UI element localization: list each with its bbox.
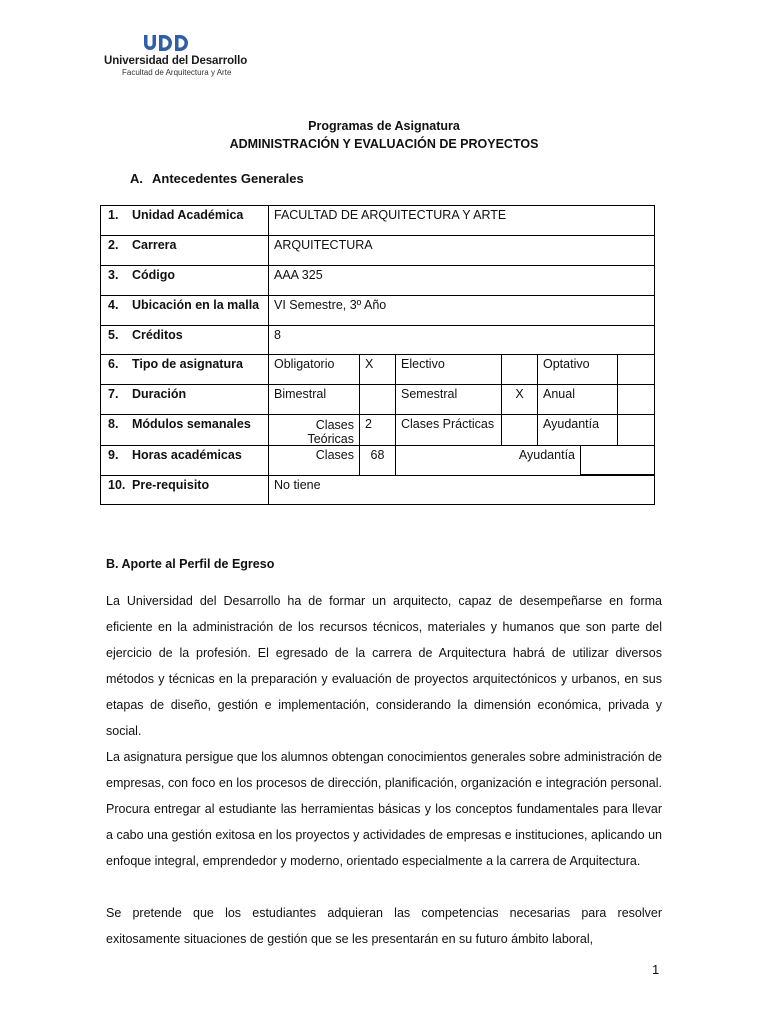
document-title: Programas de Asignatura [308, 119, 460, 133]
cell-ayudantia-value [617, 415, 654, 445]
cell-electivo: Electivo [395, 355, 501, 384]
row-label: 4. Ubicación en la malla [108, 298, 260, 312]
cell-ayudantia: Ayudantía [537, 415, 617, 445]
table-row [101, 415, 654, 446]
cell-clases-teoricas-value: 2 [359, 415, 395, 445]
row-label: 5. Créditos [108, 328, 183, 342]
row-value: VI Semestre, 3º Año [268, 296, 654, 325]
table-row [101, 385, 654, 415]
cell-horas-clases-value: 68 [359, 446, 395, 475]
table-row [101, 266, 654, 296]
row-label: 1. Unidad Académica [108, 208, 244, 222]
row-label: 10. Pre-requisito [108, 478, 210, 492]
cell-horas-clases: Clases [268, 446, 359, 475]
row-label: 8. Módulos semanales [108, 417, 251, 431]
section-a-letter: A. [130, 171, 143, 186]
logo-faculty-name: Facultad de Arquitectura y Arte [122, 68, 232, 77]
udd-logo-icon [104, 33, 204, 53]
row-value: ARQUITECTURA [268, 236, 654, 265]
section-a-title: Antecedentes Generales [152, 171, 304, 186]
paragraph: Se pretende que los estudiantes adquieran las competencias necesarias para resolver exitosamente situaciones de gestión que se les presentarán en su futuro ámbito laboral, [106, 906, 662, 946]
row-label: 3. Código [108, 268, 176, 282]
course-title: ADMINISTRACIÓN Y EVALUACIÓN DE PROYECTOS [229, 137, 539, 151]
row-label: 6. Tipo de asignatura [108, 357, 243, 371]
cell-anual-mark [617, 385, 654, 414]
cell-optativo-mark [617, 355, 654, 384]
cell-obligatorio-mark: X [359, 355, 395, 384]
table-row [101, 476, 654, 505]
row-value: 8 [268, 326, 654, 354]
cell-bimestral-mark [359, 385, 395, 414]
row-value: AAA 325 [268, 266, 654, 295]
table-row [101, 236, 654, 266]
table-row [101, 206, 654, 236]
table-row [101, 446, 654, 476]
cell-bimestral: Bimestral [268, 385, 359, 414]
cell-semestral-mark: X [501, 385, 537, 414]
page-number: 1 [652, 962, 660, 977]
general-info-table [100, 205, 655, 505]
cell-clases-practicas: Clases Prácticas [395, 415, 501, 445]
cell-anual: Anual [537, 385, 617, 414]
row-value: FACULTAD DE ARQUITECTURA Y ARTE [268, 206, 654, 235]
cell-clases-practicas-value [501, 415, 537, 445]
cell-horas-ayudantia-value [580, 446, 654, 475]
row-label: 7. Duración [108, 387, 187, 401]
cell-semestral: Semestral [395, 385, 501, 414]
cell-electivo-mark [501, 355, 537, 384]
section-b-heading: B. Aporte al Perfil de Egreso [106, 557, 275, 571]
cell-clases-teoricas: Clases Teóricas [268, 415, 359, 445]
table-row [101, 326, 654, 355]
paragraph: La asignatura persigue que los alumnos obtengan conocimientos generales sobre administración de empresas, con foco en los procesos de dirección, planificación, organización e integración personal. Procura entregar al estudiante las herramientas básicas y los conceptos fundamentales para llevar a cabo una gestión exitosa en los proyectos y actividades de empresas e instituciones, aplicando un enfoque integral, emprendedor y moderno, orientado especialmente a la carrera de Arquitectura. [106, 750, 662, 868]
university-logo [104, 33, 254, 78]
paragraph: La Universidad del Desarrollo ha de formar un arquitecto, capaz de desempeñarse en forma eficiente en la administración de los recursos técnicos, materiales y humanos que son parte del ejercicio de la profesión. El egresado de la carrera de Arquitectura habrá de utilizar diversos métodos y técnicas en la preparación y evaluación de proyectos arquitectónicos y urbanos, en sus etapas de diseño, gestión e implementación, considerando la dimensión económica, privada y social. [106, 594, 662, 738]
row-label: 9. Horas académicas [108, 448, 242, 462]
section-a-heading [130, 171, 304, 186]
table-row [101, 355, 654, 385]
row-label: 2. Carrera [108, 238, 177, 252]
row-value: No tiene [268, 476, 654, 505]
cell-obligatorio: Obligatorio [268, 355, 359, 384]
cell-horas-ayudantia: Ayudantía [395, 446, 580, 475]
logo-university-name: Universidad del Desarrollo [104, 55, 248, 67]
table-row [101, 296, 654, 326]
cell-optativo: Optativo [537, 355, 617, 384]
